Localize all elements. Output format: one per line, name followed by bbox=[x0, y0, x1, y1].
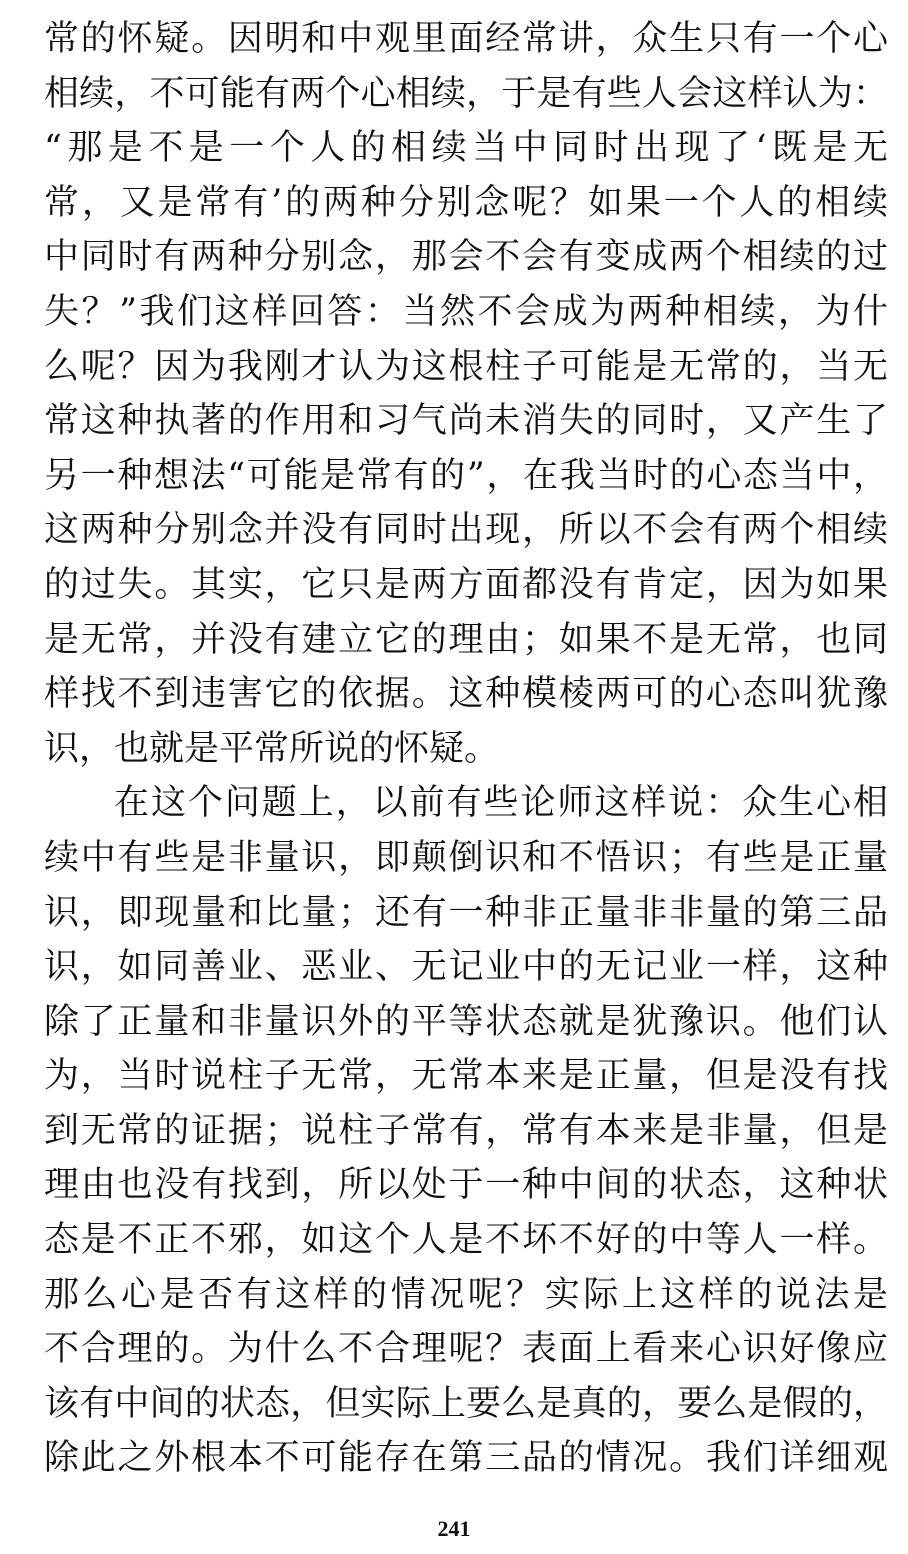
text-line: 另一种想法“可能是常有的”，在我当时的心态当中， bbox=[44, 455, 888, 496]
text-line: 常的怀疑。因明和中观里面经常讲，众生只有一个心 bbox=[44, 19, 888, 59]
text-line: 除此之外根本不可能存在第三品的情况。我们详细观 bbox=[44, 1438, 888, 1479]
text-line: 是无常，并没有建立它的理由；如果不是无常，也同 bbox=[44, 619, 888, 660]
text-line: 常，又是常有’的两种分别念呢？如果一个人的相续 bbox=[44, 182, 888, 223]
text-line: 常这种执著的作用和习气尚未消失的同时，又产生了 bbox=[44, 401, 888, 442]
text-line: 续中有些是非量识，即颠倒识和不悟识；有些是正量 bbox=[44, 837, 888, 878]
text-line: 该有中间的状态，但实际上要么是真的，要么是假的， bbox=[44, 1383, 888, 1424]
text-line-paragraph-end: 识，也就是平常所说的怀疑。 bbox=[44, 728, 500, 769]
text-line: 中同时有两种分别念，那会不会有变成两个相续的过 bbox=[44, 237, 888, 278]
text-line-paragraph-start: 在这个问题上，以前有些论师这样说：众生心相 bbox=[114, 783, 888, 824]
text-line: 识，即现量和比量；还有一种非正量非非量的第三品 bbox=[44, 892, 888, 933]
body-text bbox=[44, 12, 888, 1486]
text-line: 理由也没有找到，所以处于一种中间的状态，这种状 bbox=[44, 1165, 888, 1206]
text-line: 态是不正不邪，如这个人是不坏不好的中等人一样。 bbox=[44, 1220, 888, 1261]
text-line: 那么心是否有这样的情况呢？实际上这样的说法是 bbox=[44, 1274, 888, 1315]
text-line: 失？”我们这样回答：当然不会成为两种相续，为什 bbox=[44, 291, 888, 332]
page-number: 241 bbox=[437, 1516, 471, 1541]
text-line: 相续，不可能有两个心相续，于是有些人会这样认为： bbox=[44, 73, 888, 114]
text-line: “那是不是一个人的相续当中同时出现了‘既是无 bbox=[44, 128, 888, 169]
text-line: 的过失。其实，它只是两方面都没有肯定，因为如果 bbox=[44, 564, 888, 605]
text-line: 么呢？因为我刚才认为这根柱子可能是无常的，当无 bbox=[44, 346, 888, 387]
text-line: 识，如同善业、恶业、无记业中的无记业一样，这种 bbox=[44, 947, 888, 988]
text-line: 这两种分别念并没有同时出现，所以不会有两个相续 bbox=[44, 510, 888, 551]
text-line: 不合理的。为什么不合理呢？表面上看来心识好像应 bbox=[44, 1329, 888, 1370]
text-line: 为，当时说柱子无常，无常本来是正量，但是没有找 bbox=[44, 1056, 888, 1097]
text-line: 样找不到违害它的依据。这种模棱两可的心态叫犹豫 bbox=[44, 674, 888, 715]
text-line: 到无常的证据；说柱子常有，常有本来是非量，但是 bbox=[44, 1110, 888, 1151]
text-line: 除了正量和非量识外的平等状态就是犹豫识。他们认 bbox=[44, 1001, 888, 1042]
